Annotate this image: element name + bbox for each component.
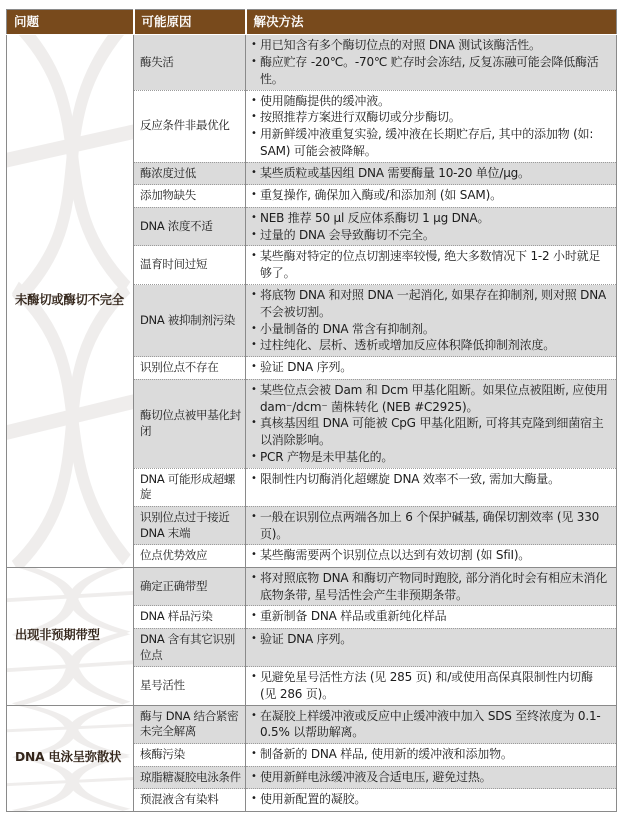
column-header-problem: 问题: [7, 10, 134, 35]
solution-text: 过柱纯化、层析、透析或增加反应体积降低抑制剂浓度。: [260, 338, 556, 353]
bullet-icon: •: [251, 361, 257, 373]
bullet-icon: •: [251, 632, 257, 644]
bullet-icon: •: [251, 383, 257, 395]
bullet-icon: •: [251, 417, 257, 429]
solution-item: [251, 359, 610, 376]
solution-cell: [246, 357, 617, 380]
cause-cell: DNA 浓度不适: [134, 207, 246, 246]
solution-text: 一般在识别位点两端各加上 6 个保护碱基, 确保切割效率 (见 330 页)。: [260, 509, 600, 541]
table-header: [7, 10, 617, 35]
solution-cell: [246, 606, 617, 629]
table-row: [7, 705, 617, 744]
solution-item: [251, 631, 610, 648]
solution-text: 小量制备的 DNA 常含有抑制剂。: [260, 321, 435, 336]
bullet-icon: •: [251, 748, 257, 760]
solution-cell: [246, 506, 617, 545]
bullet-icon: •: [251, 322, 257, 334]
solution-text: 用已知含有多个酶切位点的对照 DNA 测试该酶活性。: [260, 38, 541, 53]
cause-cell: 添加物缺失: [134, 185, 246, 208]
solution-text: 按照推荐方案进行双酶切或分步酶切。: [260, 110, 461, 125]
solution-text: 真核基因组 DNA 可能被 CpG 甲基化阻断, 可将其克隆到细菌宿主以消除影响。: [260, 416, 604, 448]
column-header-cause: 可能原因: [134, 10, 246, 35]
solution-item: [251, 382, 610, 416]
solution-cell: [246, 545, 617, 568]
bullet-icon: •: [251, 571, 257, 583]
solution-text: 制备新的 DNA 样品, 使用新的缓冲液和添加物。: [260, 747, 513, 762]
solution-item: [251, 93, 610, 110]
bullet-icon: •: [251, 671, 257, 683]
bullet-icon: •: [251, 94, 257, 106]
solution-item: [251, 109, 610, 126]
bullet-icon: •: [251, 610, 257, 622]
bullet-icon: •: [251, 111, 257, 123]
header-row: [7, 10, 617, 35]
solution-cell: [246, 789, 617, 812]
bullet-icon: •: [251, 128, 257, 140]
solution-cell: [246, 90, 617, 162]
solution-cell: [246, 246, 617, 285]
cause-cell: DNA 含有其它识别位点: [134, 628, 246, 666]
cause-cell: 酶切位点被甲基化封闭: [134, 379, 246, 468]
solution-text: 重复操作, 确保加入酶或/和添加剂 (如 SAM)。: [260, 188, 502, 203]
solution-cell: [246, 766, 617, 789]
solution-cell: [246, 379, 617, 468]
bullet-icon: •: [251, 228, 257, 240]
cause-cell: 位点优势效应: [134, 545, 246, 568]
solution-text: 某些酶对特定的位点切割速率较慢, 绝大多数情况下 1-2 小时就足够了。: [260, 249, 601, 281]
bullet-icon: •: [251, 289, 257, 301]
cause-cell: 温育时间过短: [134, 246, 246, 285]
solution-cell: [246, 628, 617, 666]
solution-item: [251, 37, 610, 54]
solution-text: 某些质粒或基因组 DNA 需要酶量 10-20 单位/µg。: [260, 165, 530, 180]
solution-item: [251, 287, 610, 321]
solution-item: [251, 321, 610, 338]
solution-text: NEB 推荐 50 µl 反应体系酶切 1 µg DNA。: [260, 210, 490, 225]
solution-item: [251, 769, 610, 786]
cause-cell: 识别位点不存在: [134, 357, 246, 380]
cause-cell: 预混液含有染料: [134, 789, 246, 812]
solution-text: PCR 产物是未甲基化的。: [260, 449, 394, 464]
solution-item: [251, 608, 610, 625]
bullet-icon: •: [251, 770, 257, 782]
solution-text: 过量的 DNA 会导致酶切不完全。: [260, 227, 435, 242]
table-body: [7, 35, 617, 812]
solution-item: [251, 210, 610, 227]
solution-text: 用新鲜缓冲液重复实验, 缓冲液在长期贮存后, 其中的添加物 (如: SAM) 可能会被降解。: [260, 127, 594, 159]
cause-cell: DNA 样品污染: [134, 606, 246, 629]
cause-cell: 酶与 DNA 结合紧密未完全解离: [134, 705, 246, 744]
bullet-icon: •: [251, 211, 257, 223]
solution-item: [251, 570, 610, 604]
solution-item: [251, 509, 610, 543]
solution-cell: [246, 744, 617, 767]
solution-item: [251, 54, 610, 88]
bullet-icon: •: [251, 450, 257, 462]
cause-cell: 酶浓度过低: [134, 162, 246, 185]
solution-text: 使用随酶提供的缓冲液。: [260, 93, 390, 108]
bullet-icon: •: [251, 549, 257, 561]
solution-text: 验证 DNA 序列。: [260, 631, 353, 646]
solution-item: [251, 471, 610, 488]
solution-text: 使用新鲜电泳缓冲液及合适电压, 避免过热。: [260, 769, 492, 784]
solution-item: [251, 126, 610, 160]
troubleshooting-table: [6, 9, 617, 812]
bullet-icon: •: [251, 56, 257, 68]
table-row: [7, 35, 617, 90]
solution-item: [251, 669, 610, 703]
problem-cell: [7, 705, 134, 811]
solution-cell: [246, 162, 617, 185]
bullet-icon: •: [251, 166, 257, 178]
solution-text: 重新制备 DNA 样品或重新纯化样品: [260, 609, 447, 624]
solution-item: [251, 547, 610, 564]
solution-text: 某些酶需要两个识别位点以达到有效切割 (如 SfiI)。: [260, 548, 531, 563]
cause-cell: 确定正确带型: [134, 567, 246, 606]
cause-cell: 反应条件非最优化: [134, 90, 246, 162]
solution-text: 验证 DNA 序列。: [260, 360, 353, 375]
solution-item: [251, 791, 610, 808]
solution-cell: [246, 567, 617, 606]
solution-cell: [246, 207, 617, 246]
solution-text: 在凝胶上样缓冲液或反应中止缓冲液中加入 SDS 至终浓度为 0.1-0.5% 以帮助解离。: [260, 708, 601, 740]
solution-item: [251, 708, 610, 742]
solution-text: 将底物 DNA 和对照 DNA 一起消化, 如果存在抑制剂, 则对照 DNA 不会被切割。: [260, 288, 607, 319]
solution-text: 限制性内切酶消化超螺旋 DNA 效率不一致, 需加大酶量。: [260, 471, 560, 486]
solution-cell: [246, 185, 617, 208]
cause-cell: 识别位点过于接近 DNA 末端: [134, 506, 246, 545]
cause-cell: 星号活性: [134, 667, 246, 706]
column-header-solution: 解决方法: [246, 10, 617, 35]
solution-item: [251, 449, 610, 466]
problem-label: 出现非预期带型: [15, 628, 100, 643]
cause-cell: DNA 被抑制剂污染: [134, 285, 246, 357]
problem-cell: [7, 35, 134, 568]
solution-text: 某些位点会被 Dam 和 Dcm 甲基化阻断。如果位点被阻断, 应使用 dam⁻/dcm⁻ 菌株转化 (NEB #C2925)。: [260, 382, 608, 414]
bullet-icon: •: [251, 793, 257, 805]
bullet-icon: •: [251, 189, 257, 201]
cause-cell: DNA 可能形成超螺旋: [134, 468, 246, 506]
problem-label: DNA 电泳呈弥散状: [15, 750, 122, 765]
solution-item: [251, 415, 610, 449]
solution-item: [251, 746, 610, 763]
bullet-icon: •: [251, 250, 257, 262]
bullet-icon: •: [251, 39, 257, 51]
cause-cell: 酶失活: [134, 35, 246, 90]
problem-label: 未酶切或酶切不完全: [15, 293, 124, 308]
solution-cell: [246, 667, 617, 706]
bullet-icon: •: [251, 339, 257, 351]
solution-text: 见避免星号活性方法 (见 285 页) 和/或使用高保真限制性内切酶 (见 286 页)。: [260, 670, 593, 701]
solution-text: 酶应贮存 -20℃。-70℃ 贮存时会冻结, 反复冻融可能会降低酶活性。: [260, 55, 599, 86]
bullet-icon: •: [251, 510, 257, 522]
cause-cell: 核酶污染: [134, 744, 246, 767]
cause-cell: 琼脂糖凝胶电泳条件: [134, 766, 246, 789]
solution-item: [251, 165, 610, 182]
solution-cell: [246, 705, 617, 744]
solution-text: 将对照底物 DNA 和酶切产物同时跑胶, 部分消化时会有相应未消化底物条带, 星号活性会产生非预期条带。: [260, 570, 608, 602]
solution-cell: [246, 285, 617, 357]
solution-item: [251, 337, 610, 354]
bullet-icon: •: [251, 472, 257, 484]
solution-text: 使用新配置的凝胶。: [260, 792, 367, 807]
solution-item: [251, 227, 610, 244]
bullet-icon: •: [251, 709, 257, 721]
problem-cell: [7, 567, 134, 705]
solution-item: [251, 187, 610, 204]
table-row: [7, 567, 617, 606]
solution-item: [251, 248, 610, 282]
solution-cell: [246, 35, 617, 90]
solution-cell: [246, 468, 617, 506]
